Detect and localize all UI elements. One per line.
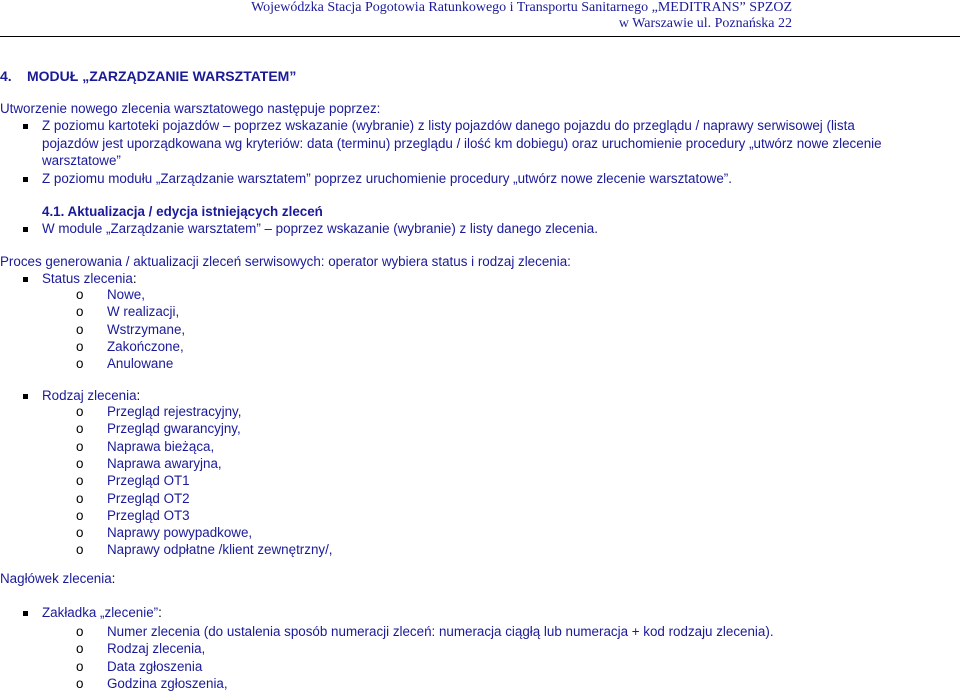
status-item: Anulowane: [107, 356, 174, 372]
tab-item: Data zgłoszenia: [107, 658, 203, 674]
circle-bullet-icon: o: [76, 542, 84, 558]
type-item: Naprawy odpłatne /klient zewnętrzny/,: [107, 542, 333, 558]
bullet-marker: [23, 177, 28, 182]
bullet-2-module: „Zarządzanie warsztatem”: [155, 171, 311, 186]
status-item: Wstrzymane,: [107, 321, 186, 337]
tab-label: Zakładka „zlecenie”: [42, 605, 159, 620]
circle-bullet-icon: o: [76, 490, 84, 506]
header-section-colon: :: [111, 571, 116, 586]
type-item: Naprawa awaryjna,: [107, 455, 222, 471]
bullet-2-prefix: Z poziomu modułu: [42, 171, 156, 186]
bullet-1-line-3: warsztatowe”: [42, 153, 121, 168]
bullet-1-text: pojazdów jest uporządkowana wg kryteriów: data (terminu) przeglądu / ilość km dobiegu) oraz uruchomienie procedury: [42, 136, 750, 151]
circle-bullet-icon: o: [76, 404, 84, 419]
bullet-marker: [23, 227, 28, 232]
tab-item: Numer zlecenia (do ustalenia sposób numeracji zleceń: numeracja ciągłą lub numeracja + kod rodzaju zlecenia).: [107, 624, 774, 639]
status-label: Status zlecenia: [42, 271, 133, 286]
bullet-marker: [23, 277, 28, 282]
bullet-1-line-1: Z poziomu kartoteki pojazdów – poprzez wskazanie (wybranie) z listy pojazdów danego pojazdu do przeglądu / naprawy serwisowej (lista: [42, 118, 855, 133]
circle-bullet-icon: o: [76, 321, 84, 337]
status-heading: [42, 271, 137, 287]
circle-bullet-icon: o: [76, 338, 84, 354]
section-title: MODUŁ „ZARZĄDZANIE WARSZTATEM”: [27, 68, 297, 84]
circle-bullet-icon: o: [76, 525, 84, 541]
circle-bullet-icon: o: [76, 641, 84, 657]
bullet-2-procedure: „utwórz nowe zlecenie warsztatowe”: [513, 171, 729, 186]
section-number: 4.: [0, 68, 12, 84]
type-label: Rodzaj zlecenia: [42, 388, 137, 403]
bullet-2: [42, 171, 732, 187]
header-line-2: w Warszawie ul. Poznańska 22: [618, 16, 792, 31]
tab-heading: [42, 605, 162, 621]
type-colon: :: [136, 388, 141, 403]
bullet-2-suffix: .: [728, 171, 732, 186]
subsection-bullet: W module „Zarządzanie warsztatem” – poprzez wskazanie (wybranie) z listy danego zlecenia.: [42, 221, 598, 236]
circle-bullet-icon: o: [76, 421, 84, 437]
tab-item: Rodzaj zlecenia,: [107, 641, 206, 657]
type-item: Przegląd gwarancyjny,: [107, 421, 241, 437]
circle-bullet-icon: o: [76, 356, 84, 372]
type-item: Przegląd OT2: [107, 490, 190, 506]
process-text: Proces generowania / aktualizacji zleceń serwisowych: operator wybiera status i rodzaj zlecenia:: [0, 254, 571, 269]
bullet-marker: [23, 124, 28, 129]
bullet-1-procedure: „utwórz nowe zlecenie: [749, 136, 882, 151]
status-item: Nowe,: [107, 287, 145, 302]
type-item: Naprawa bieżąca,: [107, 438, 215, 454]
type-item: Przegląd rejestracyjny,: [107, 404, 242, 419]
tab-colon: :: [158, 605, 162, 620]
type-item: Naprawy powypadkowe,: [107, 525, 253, 541]
status-item: Zakończone,: [107, 338, 184, 354]
circle-bullet-icon: o: [76, 287, 84, 302]
header-section-label: Nagłówek zlecenia: [0, 571, 112, 586]
circle-bullet-icon: o: [76, 658, 84, 674]
circle-bullet-icon: o: [76, 624, 84, 639]
type-item: Przegląd OT3: [107, 507, 190, 523]
subsection-title: 4.1. Aktualizacja / edycja istniejących zleceń: [42, 204, 323, 219]
bullet-1-line-2: [42, 136, 882, 152]
bullet-marker: [23, 394, 28, 399]
circle-bullet-icon: o: [76, 473, 84, 489]
header-line-1: Wojewódzka Stacja Pogotowia Ratunkowego i Transportu Sanitarnego „MEDITRANS” SPZOZ: [251, 0, 792, 15]
bullet-marker: [23, 611, 28, 616]
type-item: Przegląd OT1: [107, 473, 190, 489]
circle-bullet-icon: o: [76, 455, 84, 471]
status-colon: :: [132, 271, 137, 286]
header-section-heading: [0, 571, 115, 587]
document-header: [192, 0, 792, 32]
circle-bullet-icon: o: [76, 675, 84, 691]
intro-text: Utworzenie nowego zlecenia warsztatowego następuje poprzez:: [0, 101, 381, 116]
header-divider: [0, 36, 960, 37]
type-heading: [42, 388, 140, 404]
circle-bullet-icon: o: [76, 304, 84, 320]
tab-item: Godzina zgłoszenia,: [107, 675, 228, 691]
circle-bullet-icon: o: [76, 438, 84, 454]
circle-bullet-icon: o: [76, 507, 84, 523]
bullet-2-middle: poprzez uruchomienie procedury: [310, 171, 514, 186]
status-item: W realizacji,: [107, 304, 180, 320]
